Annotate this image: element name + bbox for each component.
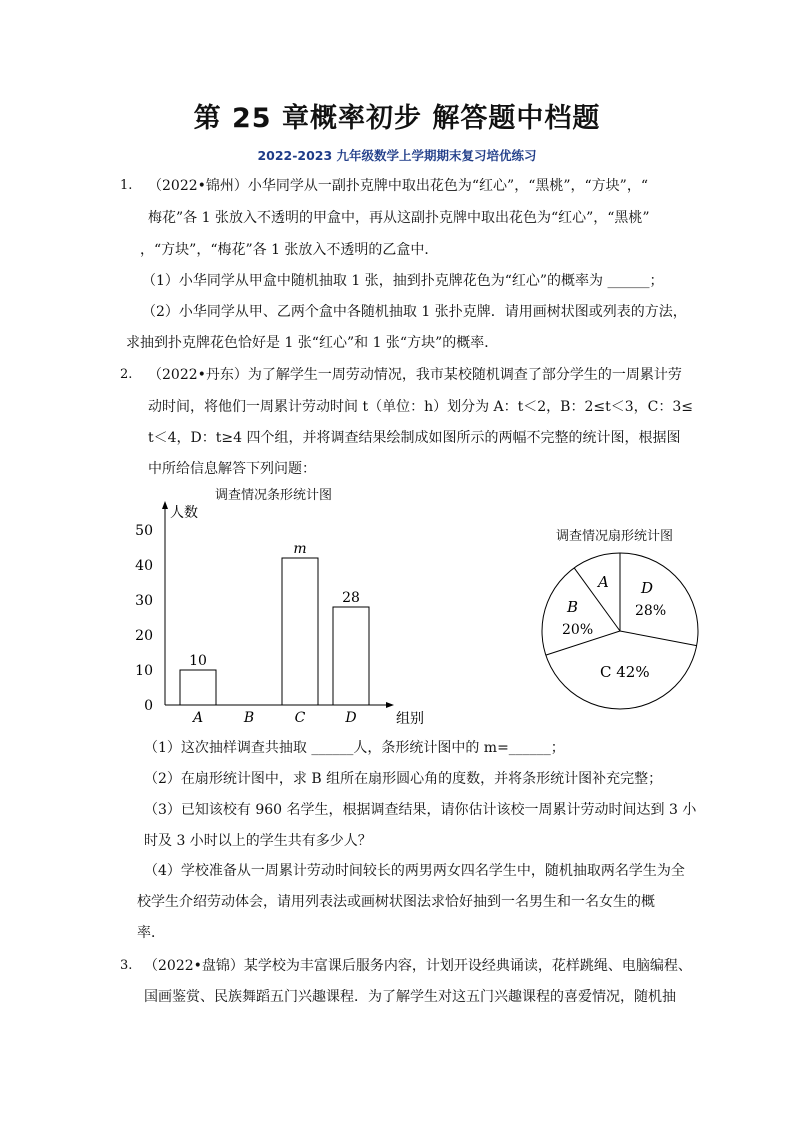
- x-tick-label: D: [345, 710, 357, 726]
- q2-line: 中所给信息解答下列问题：: [148, 461, 316, 477]
- bar-data-label: 10: [189, 653, 207, 669]
- pie-label-b: B: [567, 598, 579, 616]
- q1-line: （1）小华同学从甲盒中随机抽取 1 张，抽到扑克牌花色为“红心”的概率为 ______；: [142, 273, 664, 289]
- q2-sub-question: 校学生介绍劳动体会，请用列表法或画树状图法求恰好抽到一名男生和一名女生的概: [137, 894, 655, 910]
- q2-sub-question: （4）学校准备从一周累计劳动时间较长的两男两女四名学生中，随机抽取两名学生为全: [144, 863, 685, 879]
- x-axis-arrow: [386, 702, 394, 708]
- question-3-number: 3.: [120, 958, 133, 973]
- q2-sub-question: （2）在扇形统计图中，求 B 组所在扇形圆心角的度数，并将条形统计图补充完整；: [144, 771, 663, 787]
- y-tick-label: 50: [135, 523, 153, 539]
- pie-chart: [535, 545, 705, 715]
- pie-label-a: A: [598, 573, 609, 591]
- y-tick-label: 20: [135, 628, 153, 644]
- bar-a: [180, 670, 216, 705]
- pie-pct-c: C 42%: [600, 663, 650, 681]
- page-subtitle: 2022-2023 九年级数学上学期期末复习培优练习: [257, 148, 537, 163]
- q2-line: 动时间，将他们一周累计劳动时间 t（单位：h）划分为 A：t＜2，B：2≤t＜3，C：3≤: [148, 399, 693, 415]
- x-axis-label: 组别: [396, 711, 424, 727]
- pie-pct-b: 20%: [562, 622, 594, 638]
- bar-d: [333, 607, 369, 705]
- x-tick-label: B: [243, 710, 255, 726]
- y-axis-label: 人数: [170, 505, 198, 521]
- q2-line: （2022•丹东）为了解学生一周劳动情况，我市某校随机调查了部分学生的一周累计劳: [148, 367, 682, 383]
- y-axis-arrow: [162, 501, 168, 509]
- y-tick-label: 40: [135, 558, 153, 574]
- pie-pct-d: 28%: [635, 603, 667, 619]
- q3-line: 国画鉴赏、民族舞蹈五门兴趣课程．为了解学生对这五门兴趣课程的喜爱情况，随机抽: [144, 989, 676, 1005]
- bar-chart: [130, 495, 440, 730]
- q2-sub-question: （3）已知该校有 960 名学生，根据调查结果，请你估计该校一周累计劳动时间达到 3 小: [144, 802, 697, 818]
- page-title: 第 25 章概率初步 解答题中档题: [193, 103, 601, 134]
- q2-sub-question: 率．: [137, 925, 165, 941]
- pie-label-d: D: [641, 579, 654, 597]
- q1-line: （2）小华同学从甲、乙两个盒中各随机抽取 1 张扑克牌．请用画树状图或列表的方法，: [142, 304, 687, 320]
- question-2-number: 2.: [120, 367, 133, 382]
- bar-data-label: m: [293, 541, 307, 557]
- q1-line: 梅花”各 1 张放入不透明的甲盒中，再从这副扑克牌中取出花色为“红心”，“黑桃”: [148, 210, 650, 226]
- q2-sub-question: （1）这次抽样调查共抽取 ______人，条形统计图中的 m=______；: [144, 740, 565, 756]
- y-tick-label: 30: [135, 593, 153, 609]
- bar-c: [282, 558, 318, 705]
- x-tick-label: A: [192, 710, 204, 726]
- y-tick-label: 0: [144, 698, 153, 714]
- q2-line: t＜4，D：t≥4 四个组，并将调查结果绘制成如图所示的两幅不完整的统计图，根据图: [148, 430, 681, 446]
- question-1-number: 1.: [120, 178, 133, 193]
- bar-data-label: 28: [342, 590, 360, 606]
- q3-line: （2022•盘锦）某学校为丰富课后服务内容，计划开设经典诵读，花样跳绳、电脑编程、: [144, 958, 692, 974]
- q2-sub-question: 时及 3 小时以上的学生共有多少人？: [144, 833, 372, 849]
- x-tick-label: C: [294, 710, 306, 726]
- q1-line: （2022•锦州）小华同学从一副扑克牌中取出花色为“红心”，“黑桃”，“方块”，“: [148, 178, 648, 194]
- y-tick-label: 10: [135, 663, 153, 679]
- q1-line: 求抽到扑克牌花色恰好是 1 张“红心”和 1 张“方块”的概率．: [126, 335, 499, 351]
- bar-chart-title: 调查情况条形统计图: [215, 488, 333, 503]
- q1-line: ，“方块”，“梅花”各 1 张放入不透明的乙盒中．: [140, 242, 439, 258]
- pie-chart-title: 调查情况扇形统计图: [556, 529, 674, 544]
